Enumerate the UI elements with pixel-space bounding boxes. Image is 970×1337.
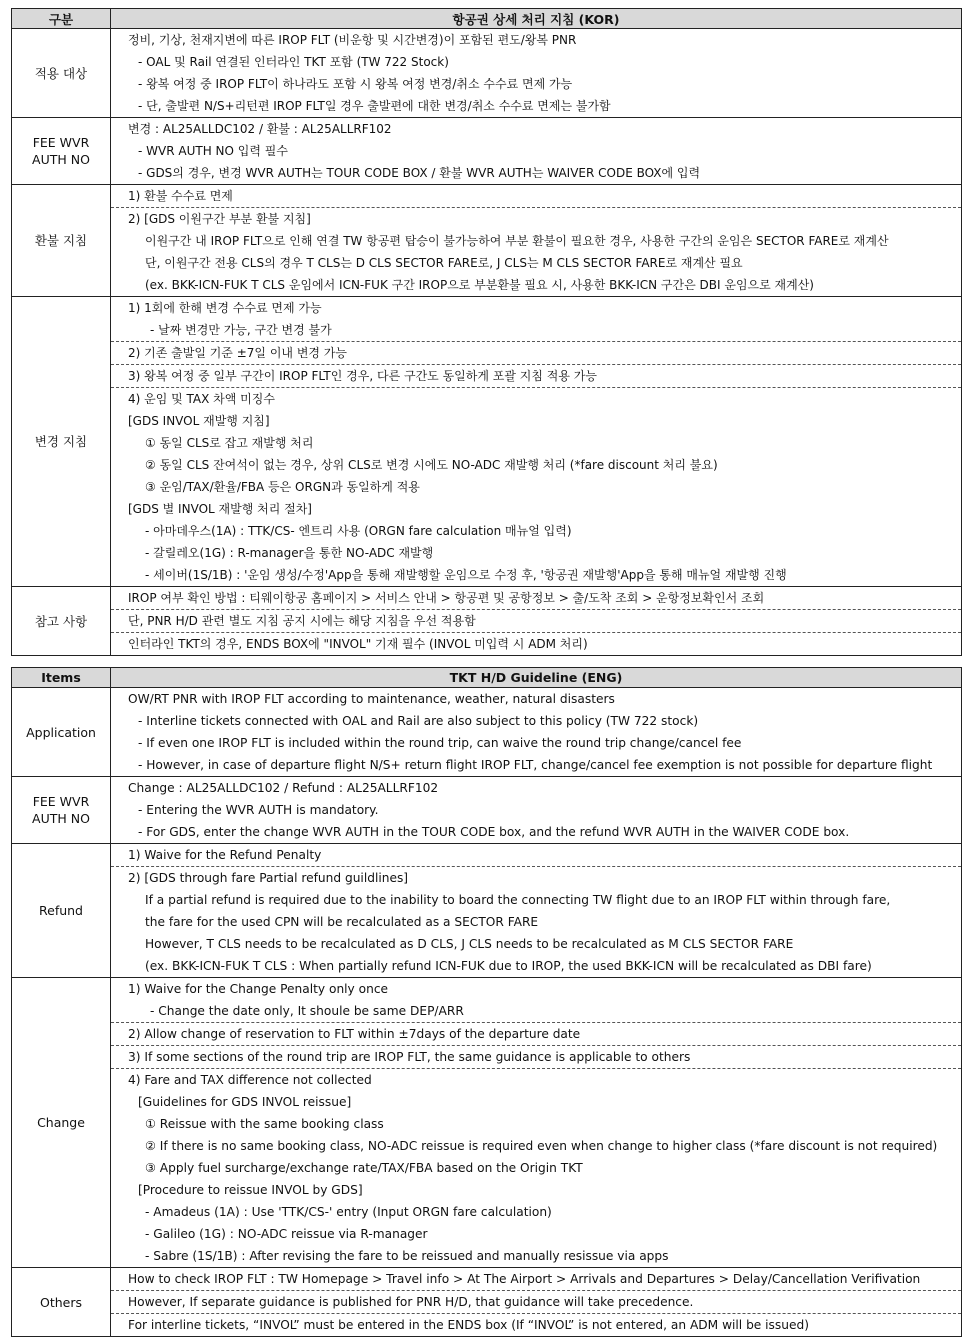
content-line: (ex. BKK-ICN-FUK T CLS : When partially refund ICN-FUK due to IROP, the used BKK-ICN will be recalculated as DBI fare) (145, 959, 872, 973)
eng-header-category: Items (12, 668, 111, 688)
content-block (111, 1290, 961, 1313)
content-line: 1) Waive for the Refund Penalty (128, 848, 322, 862)
section-content (111, 29, 962, 118)
section-content (111, 688, 962, 777)
section-label: FEE WVR AUTH NO (12, 777, 111, 844)
content-line: 단, PNR H/D 관련 별도 지침 공지 시에는 해당 지침을 우선 적용함 (128, 614, 476, 628)
content-block (111, 587, 961, 609)
content-line: - Amadeus (1A) : Use 'TTK/CS-' entry (Input ORGN fare calculation) (145, 1205, 552, 1219)
content-block (111, 29, 961, 117)
content-line: 4) Fare and TAX difference not collected (128, 1073, 372, 1087)
section-row (12, 978, 962, 1268)
content-block (111, 609, 961, 632)
content-line: For interline tickets, “INVOL” must be entered in the ENDS box (If “INVOL” is not entered, an ADM will be issued) (128, 1318, 809, 1332)
content-line: - 세이버(1S/1B) : '운임 생성/수정'App을 통해 재발행할 운임으로 수정 후, '항공권 재발행'App을 통해 매뉴얼 재발행 진행 (145, 568, 787, 582)
content-line: ① Reissue with the same booking class (145, 1117, 384, 1131)
content-line: If a partial refund is required due to the inability to board the connecting TW flight due to an IROP FLT within through fare, (145, 893, 891, 907)
content-line: However, T CLS needs to be recalculated as D CLS, J CLS needs to be recalculated as M CLS SECTOR FARE (145, 937, 794, 951)
content-block (111, 777, 961, 843)
content-block (111, 1022, 961, 1045)
section-label: 참고 사항 (12, 587, 111, 656)
section-content (111, 185, 962, 297)
content-line: - 갈릴레오(1G) : R-manager을 통한 NO-ADC 재발행 (145, 546, 434, 560)
section-row (12, 688, 962, 777)
content-block (111, 341, 961, 364)
section-label: Others (12, 1268, 111, 1337)
content-line: [GDS INVOL 재발행 지침] (128, 414, 270, 428)
content-block (111, 866, 961, 977)
content-line: OW/RT PNR with IROP FLT according to maintenance, weather, natural disasters (128, 692, 615, 706)
section-content (111, 118, 962, 185)
content-block (111, 844, 961, 866)
content-line: 변경 : AL25ALLDC102 / 환불 : AL25ALLRF102 (128, 122, 392, 136)
content-line: - If even one IROP FLT is included within the round trip, can waive the round trip change/cancel fee (138, 736, 742, 750)
content-line: Change : AL25ALLDC102 / Refund : AL25ALLRF102 (128, 781, 439, 795)
content-line: 1) 1회에 한해 변경 수수료 면제 가능 (128, 301, 322, 315)
kor-header-row (12, 9, 962, 29)
section-row (12, 185, 962, 297)
section-row (12, 777, 962, 844)
section-row (12, 297, 962, 587)
content-line: 1) 환불 수수료 면제 (128, 189, 233, 203)
content-block (111, 1068, 961, 1267)
content-line: - However, in case of departure flight N/S+ return flight IROP FLT, change/cancel fee exemption is not possible for departure flight (138, 758, 933, 772)
content-line: 2) Allow change of reservation to FLT within ±7days of the departure date (128, 1027, 581, 1041)
eng-header-row (12, 668, 962, 688)
content-line: ② 동일 CLS 잔여석이 없는 경우, 상위 CLS로 변경 시에도 NO-ADC 재발행 처리 (*fare discount 처리 불요) (145, 458, 718, 472)
section-row (12, 1268, 962, 1337)
content-line: - For GDS, enter the change WVR AUTH in the TOUR CODE box, and the refund WVR AUTH in the WAIVER CODE box. (138, 825, 850, 839)
content-line: 2) [GDS 이원구간 부분 환불 지침] (128, 212, 311, 226)
content-block (111, 297, 961, 341)
content-line: - 왕복 여정 중 IROP FLT이 하나라도 포함 시 왕복 여정 변경/취소 수수료 면제 가능 (138, 77, 573, 91)
section-row (12, 29, 962, 118)
content-line: - Interline tickets connected with OAL and Rail are also subject to this policy (TW 722 stock) (138, 714, 699, 728)
content-block (111, 118, 961, 184)
kor-header-title: 항공권 상세 처리 지침 (KOR) (111, 9, 962, 29)
section-label: Application (12, 688, 111, 777)
kor-table-body (12, 29, 962, 656)
section-content (111, 587, 962, 656)
content-line: 3) 왕복 여정 중 일부 구간이 IROP FLT인 경우, 다른 구간도 동일하게 포괄 지침 적용 가능 (128, 369, 597, 383)
content-block (111, 1045, 961, 1068)
content-block (111, 632, 961, 655)
content-line: [Guidelines for GDS INVOL reissue] (138, 1095, 352, 1109)
content-line: How to check IROP FLT : TW Homepage > Travel info > At The Airport > Arrivals and Departures > Delay/Cancellation Verifivation (128, 1272, 921, 1286)
content-line: 단, 이원구간 전용 CLS의 경우 T CLS는 D CLS SECTOR FARE로, J CLS는 M CLS SECTOR FARE로 재계산 필요 (145, 256, 743, 270)
content-line: 이원구간 내 IROP FLT으로 인해 연결 TW 항공편 탑승이 불가능하여 부분 환불이 필요한 경우, 사용한 구간의 운임은 SECTOR FARE로 재계산 (145, 234, 889, 248)
section-row (12, 587, 962, 656)
content-line: - WVR AUTH NO 입력 필수 (138, 144, 288, 158)
content-line: - Entering the WVR AUTH is mandatory. (138, 803, 379, 817)
section-label: Change (12, 978, 111, 1268)
content-line: 2) 기존 출발일 기준 ±7일 이내 변경 가능 (128, 346, 347, 360)
content-line: - GDS의 경우, 변경 WVR AUTH는 TOUR CODE BOX / 환불 WVR AUTH는 WAIVER CODE BOX에 입력 (138, 166, 701, 180)
content-line: ② If there is no same booking class, NO-ADC reissue is required even when change to higher class (*fare discount is not required) (145, 1139, 938, 1153)
content-line: - Sabre (1S/1B) : After revising the fare to be reissued and manually resissue via apps (145, 1249, 669, 1263)
section-row (12, 844, 962, 978)
section-content (111, 297, 962, 587)
content-line: ① 동일 CLS로 잡고 재발행 처리 (145, 436, 314, 450)
content-block (111, 978, 961, 1022)
content-line: - 단, 출발편 N/S+리턴편 IROP FLT일 경우 출발편에 대한 변경/취소 수수료 면제는 불가함 (138, 99, 611, 113)
eng-table-body (12, 688, 962, 1337)
content-block (111, 207, 961, 296)
content-line: the fare for the used CPN will be recalculated as a SECTOR FARE (145, 915, 539, 929)
content-line: 3) If some sections of the round trip are IROP FLT, the same guidance is applicable to others (128, 1050, 691, 1064)
section-label: 적용 대상 (12, 29, 111, 118)
section-content (111, 844, 962, 978)
content-line: - Change the date only, It shoule be same DEP/ARR (150, 1004, 464, 1018)
content-line: (ex. BKK-ICN-FUK T CLS 운임에서 ICN-FUK 구간 IROP으로 부분환불 필요 시, 사용한 BKK-ICN 구간은 DBI 운임으로 재계산) (145, 278, 814, 292)
content-line: ③ Apply fuel surcharge/exchange rate/TAX/FBA based on the Origin TKT (145, 1161, 583, 1175)
content-line: IROP 여부 확인 방법 : 티웨이항공 홈페이지 > 서비스 안내 > 항공편 및 공항정보 > 출/도착 조회 > 운항정보확인서 조회 (128, 591, 765, 605)
content-line: [GDS 별 INVOL 재발행 처리 절차] (128, 502, 312, 516)
content-line: 2) [GDS through fare Partial refund guildlines] (128, 871, 409, 885)
content-line: [Procedure to reissue INVOL by GDS] (138, 1183, 363, 1197)
content-block (111, 1268, 961, 1290)
content-line: 인터라인 TKT의 경우, ENDS BOX에 "INVOL" 기재 필수 (INVOL 미입력 시 ADM 처리) (128, 637, 588, 651)
section-label: FEE WVR AUTH NO (12, 118, 111, 185)
section-label: 변경 지침 (12, 297, 111, 587)
content-line: 정비, 기상, 천재지변에 따른 IROP FLT (비운항 및 시간변경)이 포함된 편도/왕복 PNR (128, 33, 577, 47)
content-line: - OAL 및 Rail 연결된 인터라인 TKT 포함 (TW 722 Stock) (138, 55, 449, 69)
content-line: - 날짜 변경만 가능, 구간 변경 불가 (150, 323, 332, 337)
content-line: 1) Waive for the Change Penalty only once (128, 982, 389, 996)
content-block (111, 185, 961, 207)
content-block (111, 387, 961, 586)
content-line: - Galileo (1G) : NO-ADC reissue via R-manager (145, 1227, 428, 1241)
kor-guideline-table (11, 8, 962, 656)
kor-header-category: 구분 (12, 9, 111, 29)
section-row (12, 118, 962, 185)
section-content (111, 777, 962, 844)
content-line: 4) 운임 및 TAX 차액 미징수 (128, 392, 275, 406)
section-label: Refund (12, 844, 111, 978)
section-content (111, 978, 962, 1268)
content-line: - 아마데우스(1A) : TTK/CS- 엔트리 사용 (ORGN fare calculation 매뉴얼 입력) (145, 524, 572, 538)
content-line: ③ 운임/TAX/환율/FBA 등은 ORGN과 동일하게 적용 (145, 480, 420, 494)
section-content (111, 1268, 962, 1337)
eng-header-title: TKT H/D Guideline (ENG) (111, 668, 962, 688)
section-label: 환불 지침 (12, 185, 111, 297)
content-line: However, If separate guidance is published for PNR H/D, that guidance will take precedence. (128, 1295, 694, 1309)
content-block (111, 364, 961, 387)
eng-guideline-table (11, 667, 962, 1337)
content-block (111, 688, 961, 776)
